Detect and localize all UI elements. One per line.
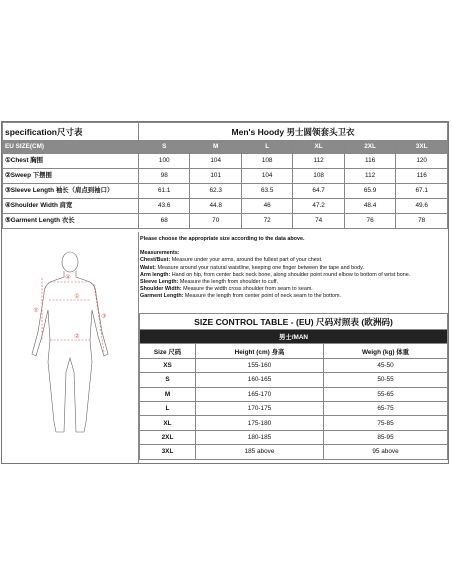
spec-row-label: ③Sleeve Length 袖长（肩点到袖口）: [3, 184, 139, 199]
gender-label: 男士/MAN: [140, 330, 448, 344]
size-header: 2XL: [344, 141, 395, 154]
spec-cell: 64.7: [293, 184, 344, 199]
size-row: [140, 430, 448, 444]
spec-cell: 108: [241, 154, 292, 169]
spec-cell: 70: [190, 214, 241, 229]
weight-cell: 45-50: [324, 358, 448, 372]
size-row: [140, 387, 448, 401]
spec-cell: 61.1: [139, 184, 190, 199]
size-row: [140, 445, 448, 459]
size-cell: 2XL: [140, 430, 196, 444]
spec-row-label: ⑤Garment Length 衣长: [3, 214, 139, 229]
spec-row-label: ④Shoulder Width 肩宽: [3, 199, 139, 214]
spec-cell: 112: [293, 154, 344, 169]
height-cell: 160-165: [196, 373, 324, 387]
mark-chest: ①: [74, 294, 80, 300]
spec-cell: 116: [396, 169, 448, 184]
instruction-item: [140, 257, 446, 264]
size-cell: XS: [140, 358, 196, 372]
size-row: [140, 401, 448, 415]
size-cell: M: [140, 387, 196, 401]
instruction-text: Measure the length from shoulder to cuff.: [178, 279, 279, 286]
mark-length: ⑤: [33, 308, 39, 314]
spec-cell: 112: [344, 169, 395, 184]
instruction-text: Measure the length from center point of neck seam to the bottom.: [183, 293, 342, 300]
spec-header-row: [3, 141, 448, 154]
size-row: [140, 358, 448, 372]
spec-title: specification尺寸表: [3, 123, 139, 141]
weight-cell: 85-95: [324, 430, 448, 444]
instruction-term: Chest/Bust:: [140, 257, 171, 264]
size-header: 3XL: [396, 141, 448, 154]
spec-cell: 101: [190, 169, 241, 184]
spec-cell: 48.4: [344, 199, 395, 214]
weight-cell: 55-65: [324, 387, 448, 401]
size-header: M: [190, 141, 241, 154]
head-outline: [62, 252, 78, 272]
mark-sleeve: ③: [101, 314, 107, 320]
spec-cell: 120: [396, 154, 448, 169]
weight-col-header: Weigh (kg) 体重: [324, 344, 448, 358]
spec-cell: 98: [139, 169, 190, 184]
size-table-title-row: [140, 314, 448, 330]
height-col-header: Height (cm) 身高: [196, 344, 324, 358]
height-cell: 170-175: [196, 401, 324, 415]
weight-cell: 50-55: [324, 373, 448, 387]
instruction-term: Garment Length:: [140, 293, 184, 300]
spec-cell: 63.5: [241, 184, 292, 199]
spec-header-label: EU SIZE(CM): [3, 141, 139, 154]
spec-cell: 74: [293, 214, 344, 229]
body-outline: [32, 271, 108, 432]
size-row: [140, 416, 448, 430]
height-cell: 165-170: [196, 387, 324, 401]
instructions-heading: Measurements:: [140, 250, 180, 257]
size-cell: XL: [140, 416, 196, 430]
size-table-body: [140, 358, 448, 459]
measurement-instructions: [140, 236, 446, 301]
size-row: [140, 373, 448, 387]
spec-row: [3, 169, 448, 184]
spec-cell: 78: [396, 214, 448, 229]
instructions-list: [140, 257, 446, 300]
weight-cell: 75-85: [324, 416, 448, 430]
weight-cell: 95 above: [324, 445, 448, 459]
instruction-item: [140, 293, 446, 300]
spec-cell: 72: [241, 214, 292, 229]
instruction-item: [140, 286, 446, 293]
mark-shoulder: ④: [65, 275, 71, 281]
instruction-text: Measure the width cross shoulder from seam to seam.: [181, 286, 313, 293]
body-measurement-figure: [2, 232, 139, 463]
size-header: S: [139, 141, 190, 154]
size-header: L: [241, 141, 292, 154]
spec-cell: 104: [241, 169, 292, 184]
size-control-table: [139, 313, 448, 460]
spec-cell: 62.3: [190, 184, 241, 199]
instruction-item: [140, 265, 446, 272]
height-cell: 185 above: [196, 445, 324, 459]
size-table-title: SIZE CONTROL TABLE - (EU) 尺码对照表 (欧洲码): [140, 314, 448, 330]
instruction-item: [140, 279, 446, 286]
spec-cell: 46: [241, 199, 292, 214]
height-cell: 155-160: [196, 358, 324, 372]
spec-row-label: ①Chest 胸围: [3, 154, 139, 169]
spec-cell: 76: [344, 214, 395, 229]
instruction-text: Hand on hip, from center back neck bone, along shoulder point round elbow to bottom of wrist bone.: [170, 271, 411, 278]
product-title: Men's Hoody 男士圆领套头卫衣: [139, 123, 448, 141]
size-col-header: Size 尺码: [140, 344, 196, 358]
weight-cell: 65-75: [324, 401, 448, 415]
spec-cell: 67.1: [396, 184, 448, 199]
spec-cell: 104: [190, 154, 241, 169]
height-cell: 180-185: [196, 430, 324, 444]
spec-cell: 100: [139, 154, 190, 169]
specification-table: [2, 122, 448, 229]
spec-cell: 47.2: [293, 199, 344, 214]
spec-cell: 43.6: [139, 199, 190, 214]
instruction-text: Measure under your arms, around the fullest part of your chest.: [170, 257, 323, 264]
instruction-item: [140, 272, 446, 279]
spec-cell: 68: [139, 214, 190, 229]
size-cell: S: [140, 373, 196, 387]
spec-title-row: [3, 123, 448, 141]
spec-body: [3, 154, 448, 229]
body-outline-diagram: [2, 232, 138, 463]
spec-row: [3, 214, 448, 229]
instruction-text: Measure around your natural waistline, keeping one finger between the tape and body.: [155, 264, 364, 271]
spec-row: [3, 199, 448, 214]
lower-section: [2, 232, 448, 463]
mark-sweep: ②: [74, 334, 80, 340]
height-cell: 175-180: [196, 416, 324, 430]
size-cell: L: [140, 401, 196, 415]
size-header: XL: [293, 141, 344, 154]
spec-cell: 108: [293, 169, 344, 184]
instruction-term: Arm length:: [140, 271, 171, 278]
instruction-term: Waist:: [140, 264, 156, 271]
spec-row: [3, 154, 448, 169]
instructions-intro: Please choose the appropriate size according to the data above.: [140, 236, 305, 242]
instruction-term: Sleeve Length:: [140, 279, 179, 286]
spec-cell: 44.8: [190, 199, 241, 214]
instruction-term: Shoulder Width:: [140, 286, 182, 293]
spec-row: [3, 184, 448, 199]
size-chart-sheet: [1, 121, 449, 464]
gender-row: [140, 330, 448, 344]
spec-row-label: ②Sweep 下摆围: [3, 169, 139, 184]
size-cell: 3XL: [140, 445, 196, 459]
spec-cell: 49.6: [396, 199, 448, 214]
spec-cell: 116: [344, 154, 395, 169]
size-table-header-row: [140, 344, 448, 358]
spec-cell: 65.9: [344, 184, 395, 199]
